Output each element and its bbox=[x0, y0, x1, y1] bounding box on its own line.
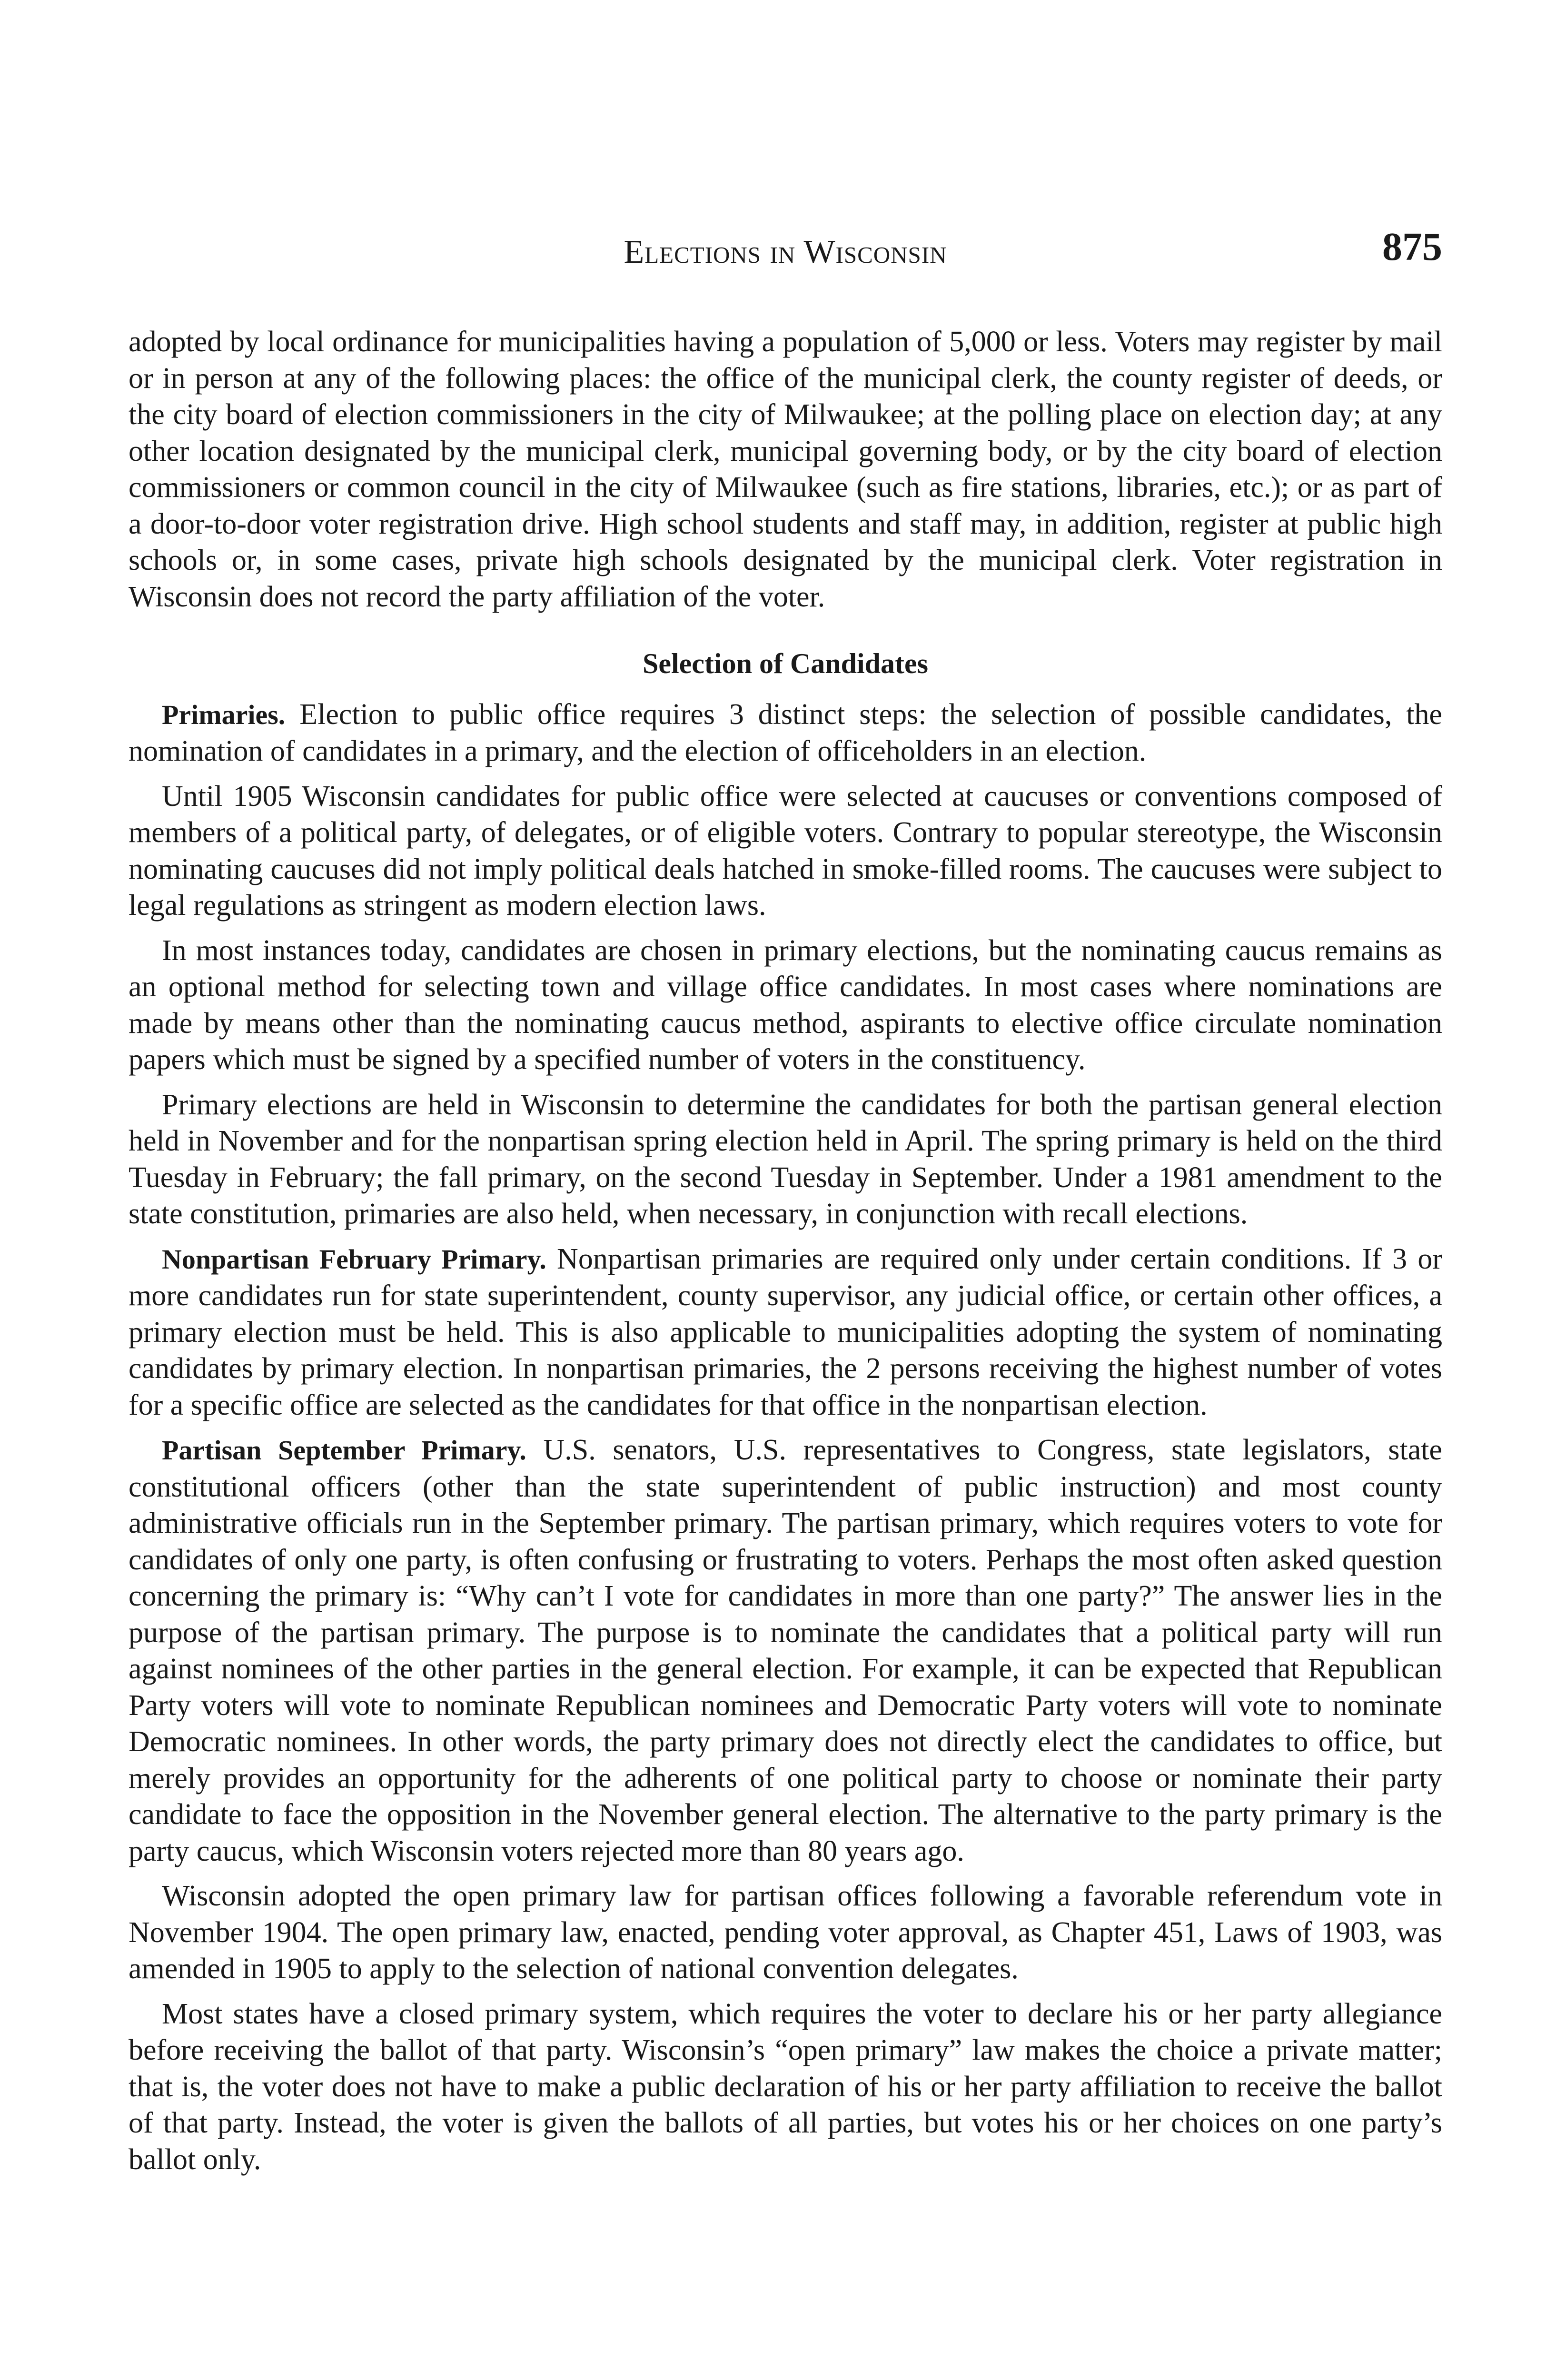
page-number: 875 bbox=[1382, 225, 1442, 269]
paragraph-partisan-text: U.S. senators, U.S. representatives to Congress, state legislators, state constitutional officers (other than the state superintendent of public instruction) and most county administrative officials run in the September primary. The partisan primary, which requires voters to vote for candidates of only one party, is often confusing or frustrating to voters. Perhaps the most often asked question concerning the primary is: “Why can’t I vote for candidates in more than one party?” The answer lies in the purpose of the partisan primary. The purpose is to nominate the candidates that a political party will run against nominees of the other parties in the general election. For example, it can be expected that Republican Party voters will vote to nominate Republican nominees and Democratic Party voters will vote to nominate Democratic nominees. In other words, the party primary does not directly elect the candidates to office, but merely provides an opportunity for the adherents of one political party to choose or nominate their party candidate to face the opposition in the November general election. The alternative to the party primary is the party caucus, which Wisconsin voters rejected more than 80 years ago. bbox=[129, 1434, 1442, 1867]
paragraph-nonpartisan-text: Nonpartisan primaries are required only under certain conditions. If 3 or more candidates run for state superintendent, county supervisor, any judicial office, or certain other offices, a primary election must be held. This is also applicable to municipalities adopting the system of nominating candidates by primary election. In nonpartisan primaries, the 2 persons receiving the highest number of votes for a specific office are selected as the candidates for that office in the nonpartisan election. bbox=[129, 1242, 1443, 1421]
run-in-heading-primaries: Primaries. bbox=[162, 699, 286, 730]
paragraph-until-1905: Until 1905 Wisconsin candidates for public office were selected at caucuses or conventions composed of members of a political party, of delegates, or of eligible voters. Contrary to popular stereotype, the Wisconsin nominating caucuses did not imply political deals hatched in smoke-filled rooms. The caucuses were subject to legal regulations as stringent as modern election laws. bbox=[129, 780, 1442, 922]
section-heading-selection-of-candidates: Selection of Candidates bbox=[643, 648, 928, 679]
body-text bbox=[129, 324, 1442, 2178]
paragraph-closed-primary: Most states have a closed primary system, which requires the voter to declare his or her party allegiance before receiving the ballot of that party. Wisconsin’s “open primary” law makes the choice a private matter; that is, the voter does not have to make a public declaration of his or her party affiliation to receive the ballot of that party. Instead, the voter is given the ballots of all parties, but votes his or her choices on one party’s ballot only. bbox=[129, 1997, 1442, 2176]
running-title: Elections in Wisconsin bbox=[624, 234, 947, 270]
paragraph-intro: adopted by local ordinance for municipalities having a population of 5,000 or less. Voters may register by mail or in person at any of the following places: the office of the municipal clerk, the county register of deeds, or the city board of election commissioners in the city of Milwaukee; at the polling place on election day; at any other location designated by the municipal clerk, municipal governing body, or by the city board of election commissioners or common council in the city of Milwaukee (such as fire stations, libraries, etc.); or as part of a door-to-door voter registration drive. High school students and staff may, in addition, register at public high schools or, in some cases, private high schools designated by the municipal clerk. Voter registration in Wisconsin does not record the party affiliation of the voter. bbox=[129, 326, 1442, 613]
paragraph-open-primary-law: Wisconsin adopted the open primary law for partisan offices following a favorable referendum vote in November 1904. The open primary law, enacted, pending voter approval, as Chapter 451, Laws of 1903, was amended in 1905 to apply to the selection of national convention delegates. bbox=[129, 1880, 1442, 1985]
paragraph-primaries bbox=[129, 696, 1442, 770]
paragraph-partisan-primary bbox=[129, 1432, 1442, 1869]
running-head bbox=[129, 224, 1442, 276]
paragraph-primaries-text: Election to public office requires 3 distinct steps: the selection of possible candidates, the nomination of candidates in a primary, and the election of officeholders in an election. bbox=[129, 698, 1442, 767]
run-in-heading-partisan: Partisan September Primary. bbox=[162, 1435, 526, 1466]
paragraph-most-instances: In most instances today, candidates are chosen in primary elections, but the nominating caucus remains as an optional method for selecting town and village office candidates. In most cases where nominations are made by means other than the nominating caucus method, aspirants to elective office circulate nomination papers which must be signed by a specified number of voters in the constituency. bbox=[129, 934, 1442, 1076]
paragraph-nonpartisan-primary bbox=[129, 1241, 1442, 1424]
paragraph-primary-elections: Primary elections are held in Wisconsin to determine the candidates for both the partisan general election held in November and for the nonpartisan spring election held in April. The spring primary is held on the third Tuesday in February; the fall primary, on the second Tuesday in September. Under a 1981 amendment to the state constitution, primaries are also held, when necessary, in conjunction with recall elections. bbox=[129, 1088, 1442, 1230]
run-in-heading-nonpartisan: Nonpartisan February Primary. bbox=[162, 1243, 546, 1275]
